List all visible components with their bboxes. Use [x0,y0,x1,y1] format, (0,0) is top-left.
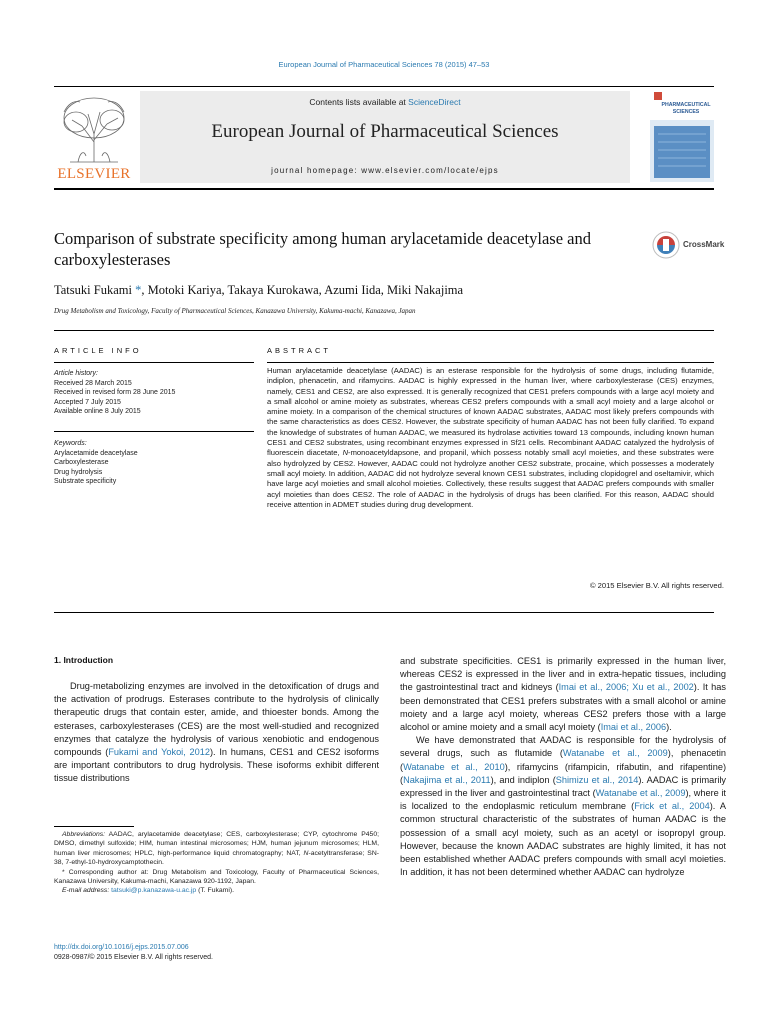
page-footer [54,943,379,963]
footnotes [54,830,379,896]
history-item: Received 28 March 2015 [54,379,132,387]
abbreviations-text: AADAC, arylacetamide deacetylase; CES, carboxylesterase; CYP, cytochrome P450; DMSO, dimethyl sulfoxide; HIM, human intestinal microsomes; HJM, human jejunum microsomes; HLM, human liver microsomes; HPLC, high-performance liquid chromatography; NAT, [54,831,379,857]
abbreviations-label: Abbreviations: [62,831,106,838]
body-left-column [54,655,379,786]
keyword-item: Arylacetamide deacetylase [54,449,138,457]
cover-title-line-1: PHARMACEUTICAL [661,102,711,108]
abstract-part-1: Human arylacetamide deacetylase (AADAC) is an esterase responsible for the hydrolysis of some drugs, including flutamide, indiplon, phenacetin, and rifamycins. AADAC is highly expressed in the human liver, where carboxylesterase (CES) enzymes, namely, CES1 and CES2, are also expressed. It is generally recognized that CES1 prefers compounds with a large acyl moiety and a small alcohol or amine moiety as substrates, whereas CES2 prefers compounds with a small acyl moiety and a large alcohol or amine moiety. In a comparison of the chemical structures of known AADAC substrates, AADAC most likely prefers compounds with the same characteristics as does CES2. However, the substrate specificity of human AADAC has not been fully clarified. To expand the knowledge of substrates of human AADAC, we measured its hydrolase activities toward 13 compounds, including known human CES1 and CES2 substrates, using recombinant enzymes expressed in Sf21 cells. Recombinant AADAC catalyzed the hydrolysis of fluorescein diacetate, [267,366,714,458]
history-label: Article history: [54,370,98,377]
affiliation-rule [54,330,714,331]
journal-name: European Journal of Pharmaceutical Sciences [211,121,559,142]
email-label: E-mail address: [62,887,110,895]
email-footnote [54,886,379,895]
intro-text: ), rifamycins (rifampicin, rifabutin, and rifapentine) ( [400,761,726,785]
reference-link[interactable]: Watanabe et al., 2009 [595,788,686,799]
intro-text: ), and indiplon ( [490,774,556,785]
intro-text: ). A common structural characteristic of the substrates of human AADAC is the possession of a small acyl moiety, such as an acetyl or isopropyl group. However, because the known AADAC substrates are highly limited, it has not been established whether AADAC prefers compounds with small acyl moieties. In addition, it has not been determined whether AADAC can hydrolyze [400,801,726,878]
reference-link[interactable]: Watanabe et al., 2010 [403,761,505,772]
author-list [54,283,714,298]
affiliation: Drug Metabolism and Toxicology, Faculty of Pharmaceutical Sciences, Kanazawa University, Kakuma-machi, Kanazawa, Japan [54,307,416,315]
reference-link[interactable]: Nakajima et al., 2011 [403,774,491,785]
issn-copyright: 0928-0987/© 2015 Elsevier B.V. All rights reserved. [54,954,213,961]
publisher-name: ELSEVIER [57,166,131,182]
reference-link[interactable]: Fukami and Yokoi, 2012 [108,747,210,758]
body-right-column [400,655,726,879]
reference-link[interactable]: Shimizu et al., 2014 [555,774,639,785]
journal-homepage [140,166,630,175]
introduction-heading: 1. Introduction [54,655,114,665]
abstract-rule [267,362,714,363]
crossmark-label[interactable]: CrossMark [683,240,725,249]
crossmark-icon[interactable] [652,231,682,259]
abbreviations-footnote [54,830,379,868]
intro-text: ), where it is localized to the endoplasmic reticulum membrane ( [400,788,726,812]
doi-link[interactable]: http://dx.doi.org/10.1016/j.ejps.2015.07.006 [54,944,189,951]
footnote-rule [54,826,134,827]
intro-paragraph-1 [54,680,379,786]
header-bottom-rule [54,188,714,190]
corresponding-author-mark[interactable]: * [135,283,142,297]
article-history [54,369,254,417]
intro-text: ). AADAC is primarily expressed in the liver and gastrointestinal tract ( [400,774,726,799]
other-authors: , Motoki Kariya, Takaya Kurokawa, Azumi Iida, Miki Nakajima [141,283,464,297]
intro-p1-text: ). In humans, CES1 and CES2 isoforms are important contributors to drug hydrolysis. These isoforms exhibit different tissue distributions [54,747,379,784]
keyword-item: Drug hydrolysis [54,468,103,476]
intro-text: We have demonstrated that AADAC is responsible for the hydrolysis of several drugs, such as flutamide ( [400,735,726,759]
keyword-item: Substrate specificity [54,478,117,485]
intro-paragraph-2 [400,655,726,734]
intro-p1-text: Drug-metabolizing enzymes are involved in the detoxification of drugs and the activation of prodrugs. Esterases contribute to the hydrolysis of clinically therapeutic drugs that contain ester, amide, and thioester bonds. Among the esterases, carboxylesterases (CES) are the most well-studied and recognized enzymes that catalyze the hydrolysis of various xenobiotic and endogenous compounds ( [54,681,379,758]
journal-cover-image[interactable] [650,88,714,182]
reference-link[interactable]: Frick et al., 2004 [634,801,710,812]
cover-title-line-2: SCIENCES [672,109,700,115]
history-item: Received in revised form 28 June 2015 [54,389,176,396]
contents-prefix: Contents lists available at [309,97,409,107]
journal-citation[interactable]: European Journal of Pharmaceutical Sciences 78 (2015) 47–53 [278,60,490,69]
keywords-label: Keywords: [54,440,87,447]
abstract-end-rule [54,612,714,613]
abstract-italic-n: N [342,448,349,458]
homepage-url-link[interactable]: www.elsevier.com/locate/ejps [361,166,499,175]
article-info-heading: ARTICLE INFO [54,346,142,355]
intro-text: ). It has been demonstrated that CES1 prefers substrates with a small alcohol or amine moiety and a large acyl moiety, whereas CES2 prefers those with a large alcohol or amine moiety and a small acyl moiety ( [400,682,726,733]
intro-paragraph-3 [400,734,726,879]
first-author: Tatsuki Fukami [54,283,132,297]
homepage-prefix: journal homepage: [271,166,362,175]
abstract-copyright: © 2015 Elsevier B.V. All rights reserved. [589,581,724,590]
abbreviations-text: -acetyltransferase; SN-38, 7-ethyl-10-hydroxycamptothecin. [54,849,379,867]
abstract-part-2: -monoacetyldapsone, and propanil, which possess notably small acyl moieties, and these substrates were also hydrolyzed by CES2. However, AADAC could not hydrolyze another CES2 substrate, procaine, which possesses a moderately small acyl moiety. In addition, AADAC did not hydrolyze several known CES1 substrates, including clopidogrel and oseltamivir, which have large acyl moieties and small alcohol moieties. Collectively, these results suggest that AADAC prefers compounds with smaller acyl moieties than does CES2. The role of AADAC in the hydrolysis of drugs has been clarified. For this reason, AADAC should receive attention in ADMET studies during drug development. [267,448,714,509]
history-item: Accepted 7 July 2015 [54,398,121,406]
abstract-heading: ABSTRACT [267,346,332,355]
sciencedirect-link[interactable]: ScienceDirect [408,97,461,107]
contents-line [140,97,630,107]
intro-text: ), phenacetin ( [400,748,726,772]
abstract-text [267,366,714,510]
email-suffix: (T. Fukami). [196,887,234,895]
keywords [54,439,254,487]
intro-text: ). [666,722,672,733]
reference-link[interactable]: Imai et al., 2006 [600,722,667,733]
article-info-rule [54,362,254,363]
reference-link[interactable]: Imai et al., 2006; Xu et al., 2002 [558,682,694,693]
abbreviations-italic-n: N [303,849,309,857]
header-top-rule [54,86,714,87]
history-item: Available online 8 July 2015 [54,408,141,415]
corresponding-author-footnote: * Corresponding author at: Drug Metabolism and Toxicology, Faculty of Pharmaceutical Sciences, Kanazawa University, Kakuma-machi, Kanazawa 920-1192, Japan. [54,868,379,886]
article-title: Comparison of substrate specificity among human arylacetamide deacetylase and carboxylesterases [54,229,591,269]
journal-header-box [140,91,630,183]
keywords-rule [54,431,254,432]
intro-text: and substrate specificities. CES1 is primarily expressed in the human liver, whereas CES2 is expressed in the liver and in extra-hepatic tissues, including the gastrointestinal tract and kidneys ( [400,656,726,693]
keyword-item: Carboxylesterase [54,459,109,466]
email-link[interactable]: tatsuki@p.kanazawa-u.ac.jp [111,887,197,895]
reference-link[interactable]: Watanabe et al., 2009 [562,748,668,759]
